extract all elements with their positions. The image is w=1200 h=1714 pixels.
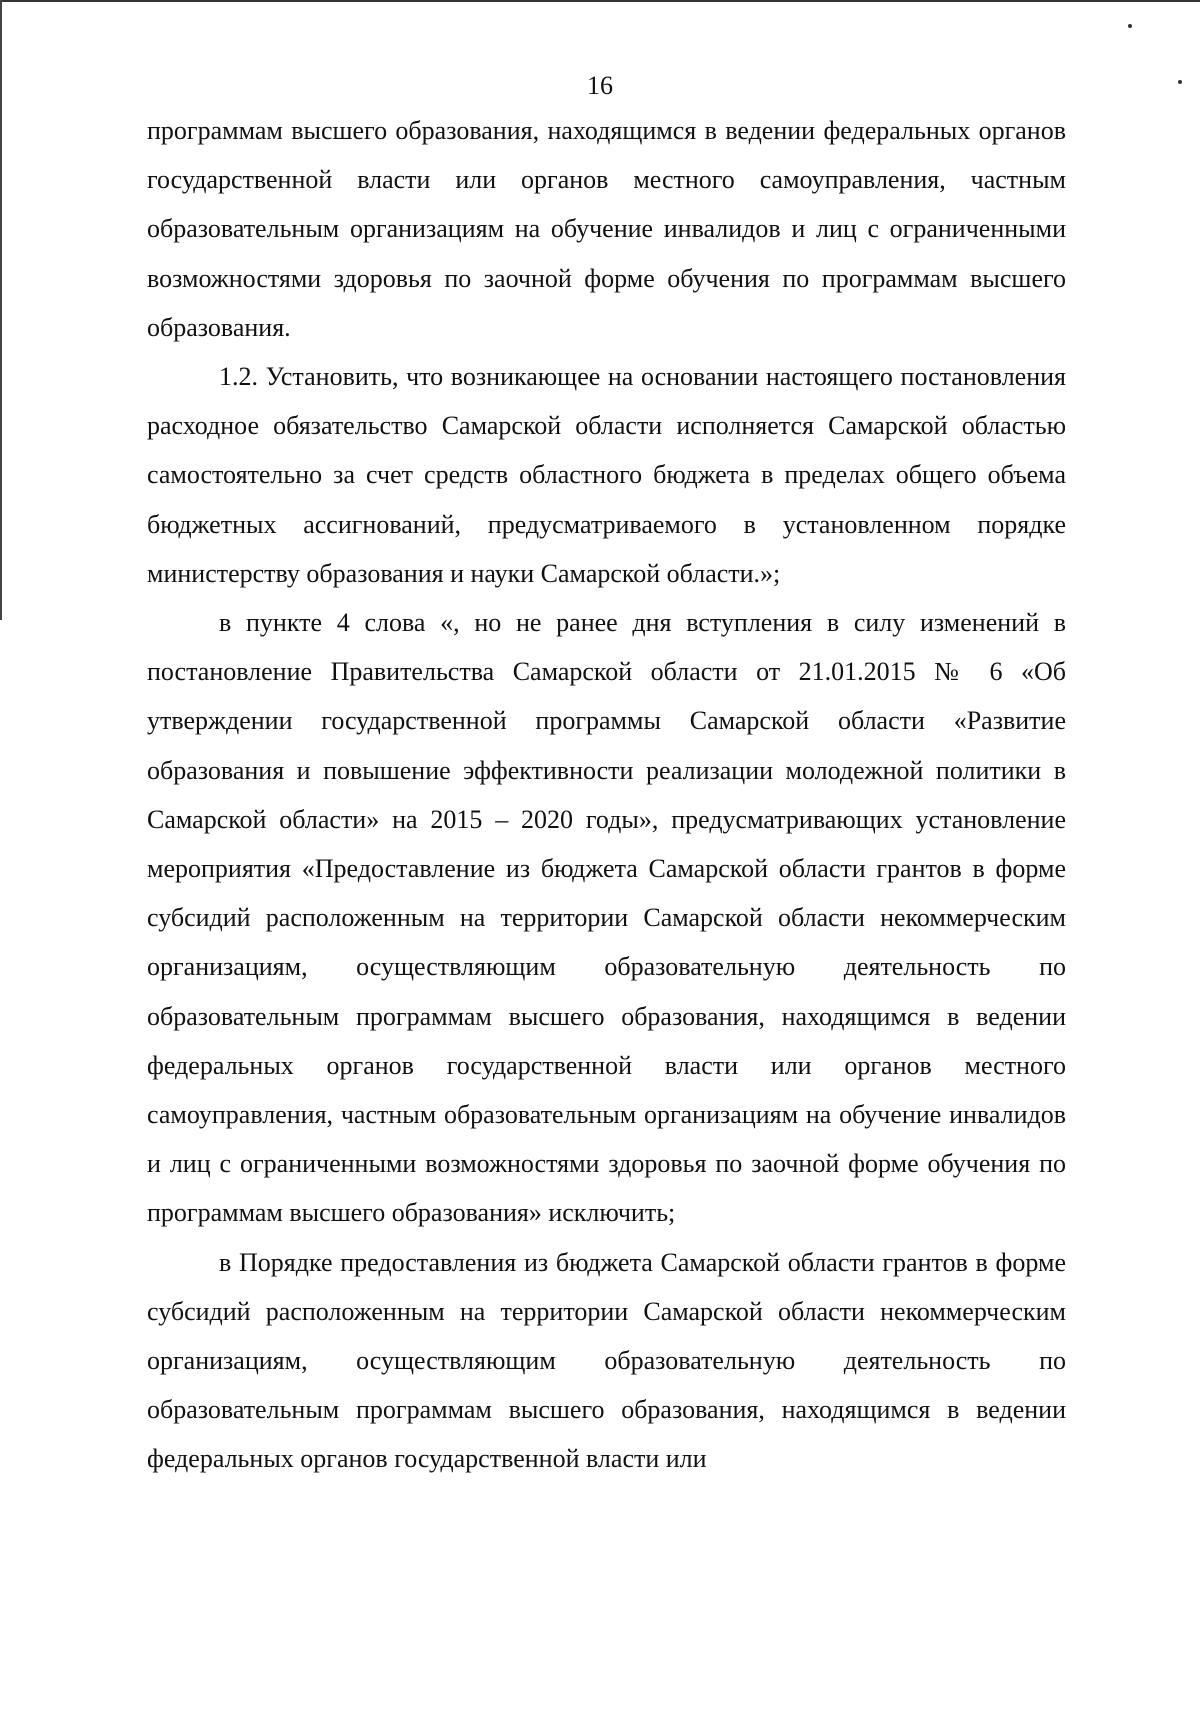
paragraph-continuation: программам высшего образования, находящимся в ведении федеральных органов государственной власти или органов местного самоуправления, частным образовательным организациям на обучение инвалидов и лиц с ограниченными возможностями здоровья по заочной форме обучения по программам высшего образования. [147,116,1066,342]
page-number: 16 [587,71,613,100]
scan-top-edge [0,0,1200,2]
scan-speck [1128,24,1132,28]
paragraph-clause-4-amendment: в пункте 4 слова «, но не ранее дня вступления в силу изменений в постановление Правительства Самарской области от 21.01.2015 № 6 «Об утверждении государственной программы Самарской области «Развитие образования и повышение эффективности реализации молодежной политики в Самарской области» на 2015 – 2020 годы», предусматривающих установление мероприятия «Предоставление из бюджета Самарской области грантов в форме субсидий расположенным на территории Самарской области некоммерческим организациям, осуществляющим образовательную деятельность по образовательным программам высшего образования, находящимся в ведении федеральных органов государственной власти или органов местного самоуправления, частным образовательным организациям на обучение инвалидов и лиц с ограниченными возможностями здоровья по заочной форме обучения по программам высшего образования» исключить; [147,608,1066,1228]
paragraph-procedure-amendment: в Порядке предоставления из бюджета Самарской области грантов в форме субсидий расположенным на территории Самарской области некоммерческим организациям, осуществляющим образовательную деятельность по образовательным программам высшего образования, находящимся в ведении федеральных органов государственной власти или [147,1247,1066,1474]
document-body [147,106,1066,1484]
paragraph-clause-1-2: 1.2. Установить, что возникающее на основании настоящего постановления расходное обязательство Самарской области исполняется Самарской областью самостоятельно за счет средств областного бюджета в пределах общего объема бюджетных ассигнований, предусматриваемого в установленном порядке министерству образования и науки Самарской области.»; [147,362,1066,588]
